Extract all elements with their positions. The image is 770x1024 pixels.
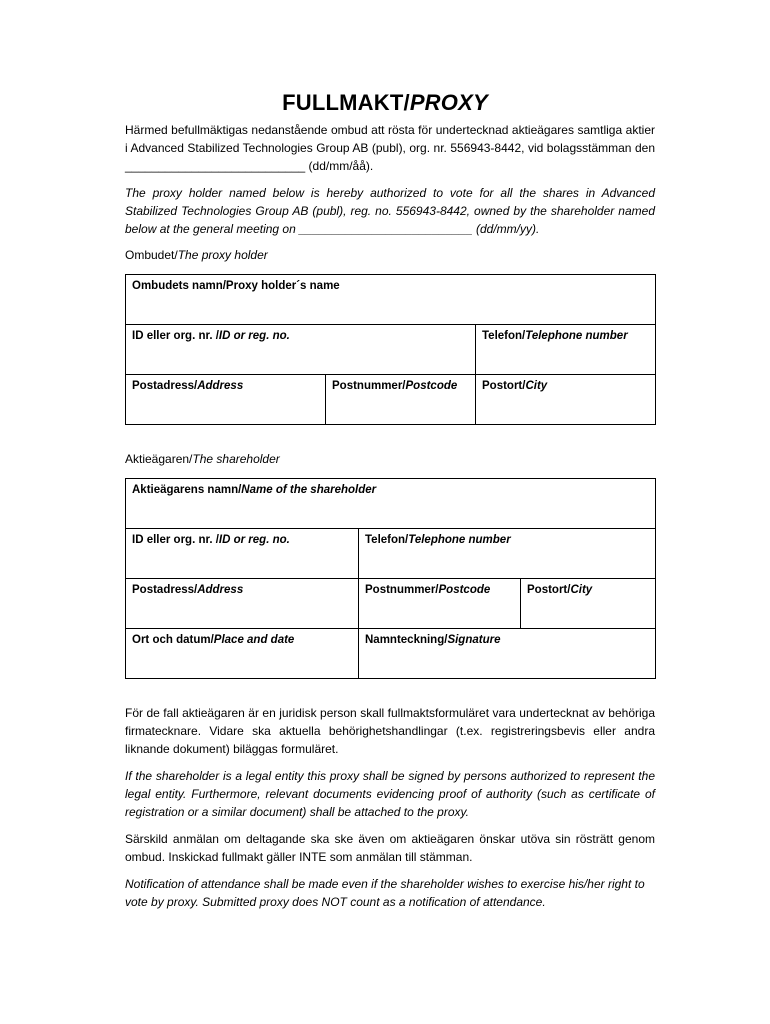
shareholder-postcode-label-sv: Postnummer/ (365, 584, 439, 596)
shareholder-place-date-field[interactable] (126, 629, 359, 679)
proxy-phone-label-en: Telephone number (525, 330, 628, 342)
shareholder-name-field[interactable] (126, 479, 656, 529)
proxy-city-label-en: City (525, 380, 548, 392)
proxy-phone-label-sv: Telefon/ (482, 330, 526, 342)
proxy-label-sv: Ombudet/ (125, 248, 178, 262)
proxy-section-label (125, 247, 268, 263)
proxy-address-label-en: Address (197, 380, 244, 392)
proxy-postcode-label-sv: Postnummer/ (332, 380, 406, 392)
shareholder-signature-field[interactable] (359, 629, 656, 679)
place-date-label-en: Place and date (213, 634, 295, 646)
place-date-label-sv: Ort och datum/ (132, 634, 214, 646)
proxy-city-field[interactable] (476, 375, 656, 425)
proxy-address-label-sv: Postadress/ (132, 380, 198, 392)
proxy-postcode-label-en: Postcode (405, 380, 458, 392)
notice-english: Notification of attendance shall be made even if the shareholder wishes to exercise his/her right to vote by proxy. Submitted proxy does NOT count as a notification of attendance. (125, 877, 645, 909)
shareholder-address-label-sv: Postadress/ (132, 584, 198, 596)
shareholder-label-en: The shareholder (192, 452, 280, 466)
shareholder-name-label-sv: Aktieägarens namn/ (132, 484, 242, 496)
shareholder-phone-label-sv: Telefon/ (365, 534, 409, 546)
signature-label-sv: Namnteckning/ (365, 634, 448, 646)
notice-swedish: Särskild anmälan om deltagande ska ske även om aktieägaren önskar utöva sin rösträtt genom ombud. Inskickad fullmakt gäller INTE som anmälan till stämman. (125, 832, 655, 864)
proxy-phone-field[interactable] (476, 325, 656, 375)
proxy-id-label-sv: ID eller org. nr. / (132, 330, 219, 342)
shareholder-postcode-field[interactable] (359, 579, 521, 629)
proxy-address-field[interactable] (126, 375, 326, 425)
proxy-city-label-sv: Postort/ (482, 380, 526, 392)
legal-entity-swedish: För de fall aktieägaren är en juridisk person skall fullmaktsformuläret vara undertecknat av behöriga firmatecknare. Vidare ska aktuella behörighetshandlingar (t.ex. registreringsbevis eller andra liknande dokument) biläggas formuläret. (125, 706, 655, 756)
proxy-id-field[interactable] (126, 325, 476, 375)
intro-english: The proxy holder named below is hereby authorized to vote for all the shares in Advanced Stabilized Technologies Group AB (publ), reg. no. 556943-8442, owned by the shareholder named below at the general meeting on __________________________ (dd/mm/yy). (125, 186, 655, 236)
signature-label-en: Signature (447, 634, 501, 646)
proxy-id-label-en: ID or reg. no. (218, 330, 290, 342)
legal-entity-english: If the shareholder is a legal entity this proxy shall be signed by persons authorized to represent the legal entity. Furthermore, relevant documents evidencing proof of authority (such as certificate of registration or a similar document) shall be attached to the proxy. (125, 769, 655, 819)
intro-swedish: Härmed befullmäktigas nedanstående ombud att rösta för undertecknad aktieägares samtliga aktier i Advanced Stabilized Technologies Group AB (publ), org. nr. 556943-8442, vid bolagsstämman den ___________________________ (dd/mm/åå). (125, 123, 655, 173)
title-italic: PROXY (409, 90, 488, 115)
shareholder-name-label-en: Name of the shareholder (241, 484, 377, 496)
shareholder-city-label-sv: Postort/ (527, 584, 571, 596)
shareholder-label-sv: Aktieägaren/ (125, 452, 193, 466)
title-main: FULLMAKT/ (282, 90, 410, 115)
shareholder-id-label-sv: ID eller org. nr. / (132, 534, 219, 546)
shareholder-address-field[interactable] (126, 579, 359, 629)
proxy-label-en: The proxy holder (177, 248, 268, 262)
shareholder-id-field[interactable] (126, 529, 359, 579)
shareholder-id-label-en: ID or reg. no. (218, 534, 290, 546)
proxy-holder-table (125, 274, 656, 425)
shareholder-postcode-label-en: Postcode (438, 584, 491, 596)
page-title (0, 90, 770, 116)
shareholder-city-label-en: City (570, 584, 593, 596)
proxy-name-field[interactable] (126, 275, 656, 325)
proxy-name-label: Ombudets namn/Proxy holder´s name (132, 280, 340, 292)
shareholder-section-label (125, 451, 280, 467)
shareholder-phone-label-en: Telephone number (408, 534, 511, 546)
shareholder-address-label-en: Address (197, 584, 244, 596)
shareholder-table (125, 478, 656, 679)
proxy-postcode-field[interactable] (326, 375, 476, 425)
shareholder-city-field[interactable] (521, 579, 656, 629)
shareholder-phone-field[interactable] (359, 529, 656, 579)
